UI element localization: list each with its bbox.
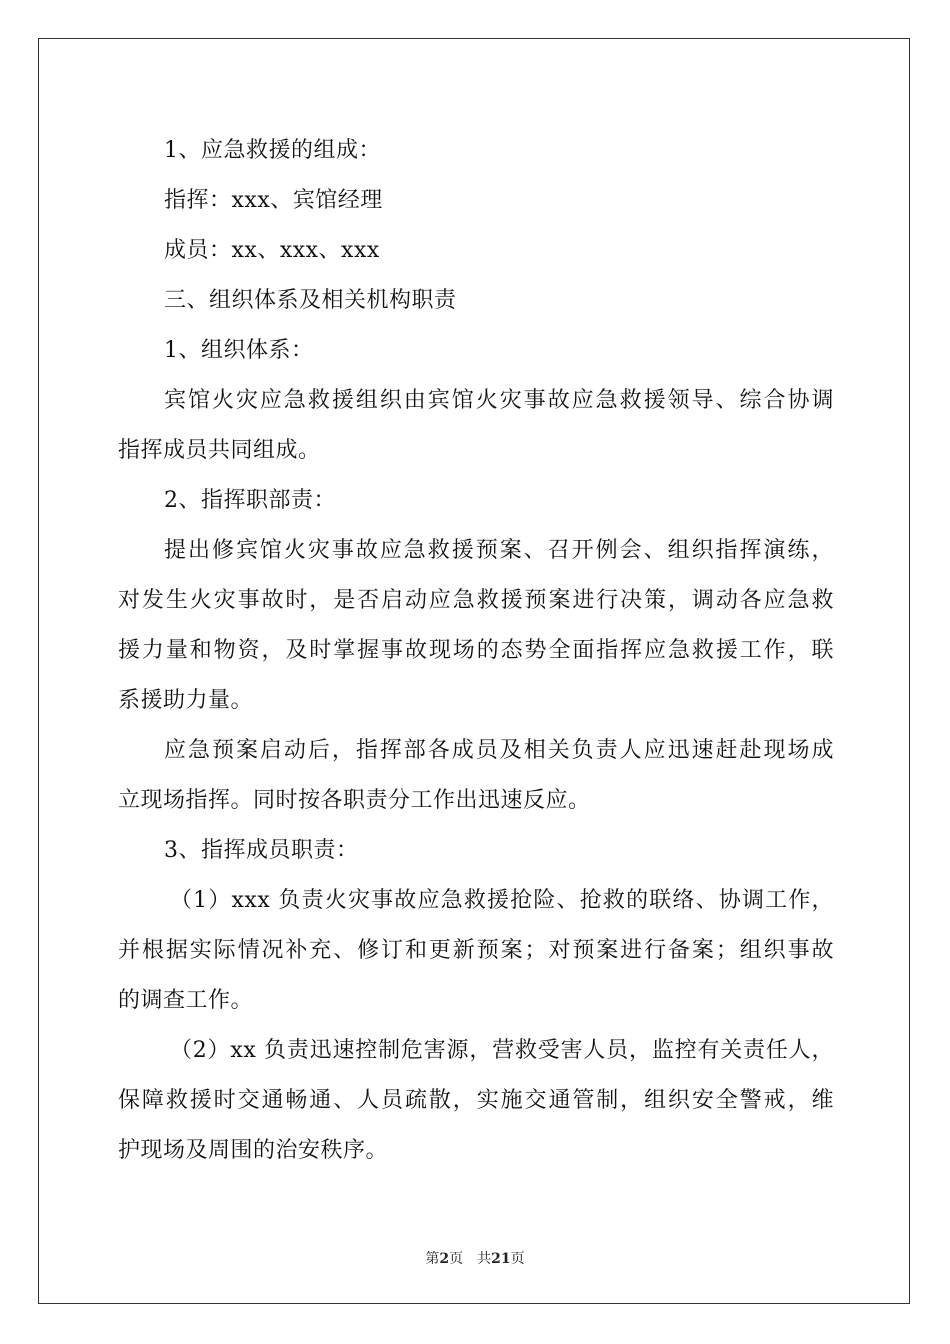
text-line: 1、应急救援的组成： xyxy=(164,138,381,163)
text-line: 的调查工作。 xyxy=(118,988,254,1013)
footer-total-unit: 页 xyxy=(510,1251,525,1267)
text-line: 并根据实际情况补充、修订和更新预案；对预案进行备案；组织事故 xyxy=(118,938,834,963)
footer-prefix: 第 xyxy=(425,1251,440,1267)
text-line: 指挥成员共同组成。 xyxy=(118,438,321,463)
footer-page-number: 2 xyxy=(439,1251,450,1267)
text-line: 援力量和物资，及时掌握事故现场的态势全面指挥应急救援工作，联 xyxy=(118,638,834,663)
footer-total-pages: 21 xyxy=(491,1251,511,1267)
text-line: 立现场指挥。同时按各职责分工作出迅速反应。 xyxy=(118,788,591,813)
page-footer xyxy=(0,1248,950,1268)
text-line: 系援助力量。 xyxy=(118,688,254,713)
footer-total-prefix: 共 xyxy=(477,1251,492,1267)
text-line: （2）xx 负责迅速控制危害源，营救受害人员，监控有关责任人， xyxy=(170,1038,834,1063)
text-line: 三、组织体系及相关机构职责 xyxy=(164,288,457,313)
text-line: 3、指挥成员职责： xyxy=(164,838,359,863)
footer-page-unit: 页 xyxy=(449,1251,464,1267)
text-line: （1）xxx 负责火灾事故应急救援抢险、抢救的联络、协调工作， xyxy=(170,888,834,913)
text-line: 对发生火灾事故时，是否启动应急救援预案进行决策，调动各应急救 xyxy=(118,588,834,613)
text-line: 指挥：xxx、宾馆经理 xyxy=(164,188,383,213)
text-line: 应急预案启动后，指挥部各成员及相关负责人应迅速赶赴现场成 xyxy=(164,738,834,763)
text-line: 护现场及周围的治安秩序。 xyxy=(118,1138,389,1163)
text-line: 宾馆火灾应急救援组织由宾馆火灾事故应急救援领导、综合协调 xyxy=(164,388,834,413)
document-body xyxy=(118,126,834,1176)
text-line: 成员：xx、xxx、xxx xyxy=(164,238,380,263)
text-line: 2、指挥职部责： xyxy=(164,488,336,513)
text-line: 1、组织体系： xyxy=(164,338,314,363)
text-line: 保障救援时交通畅通、人员疏散，实施交通管制，组织安全警戒，维 xyxy=(118,1088,834,1113)
text-line: 提出修宾馆火灾事故应急救援预案、召开例会、组织指挥演练， xyxy=(164,538,834,563)
